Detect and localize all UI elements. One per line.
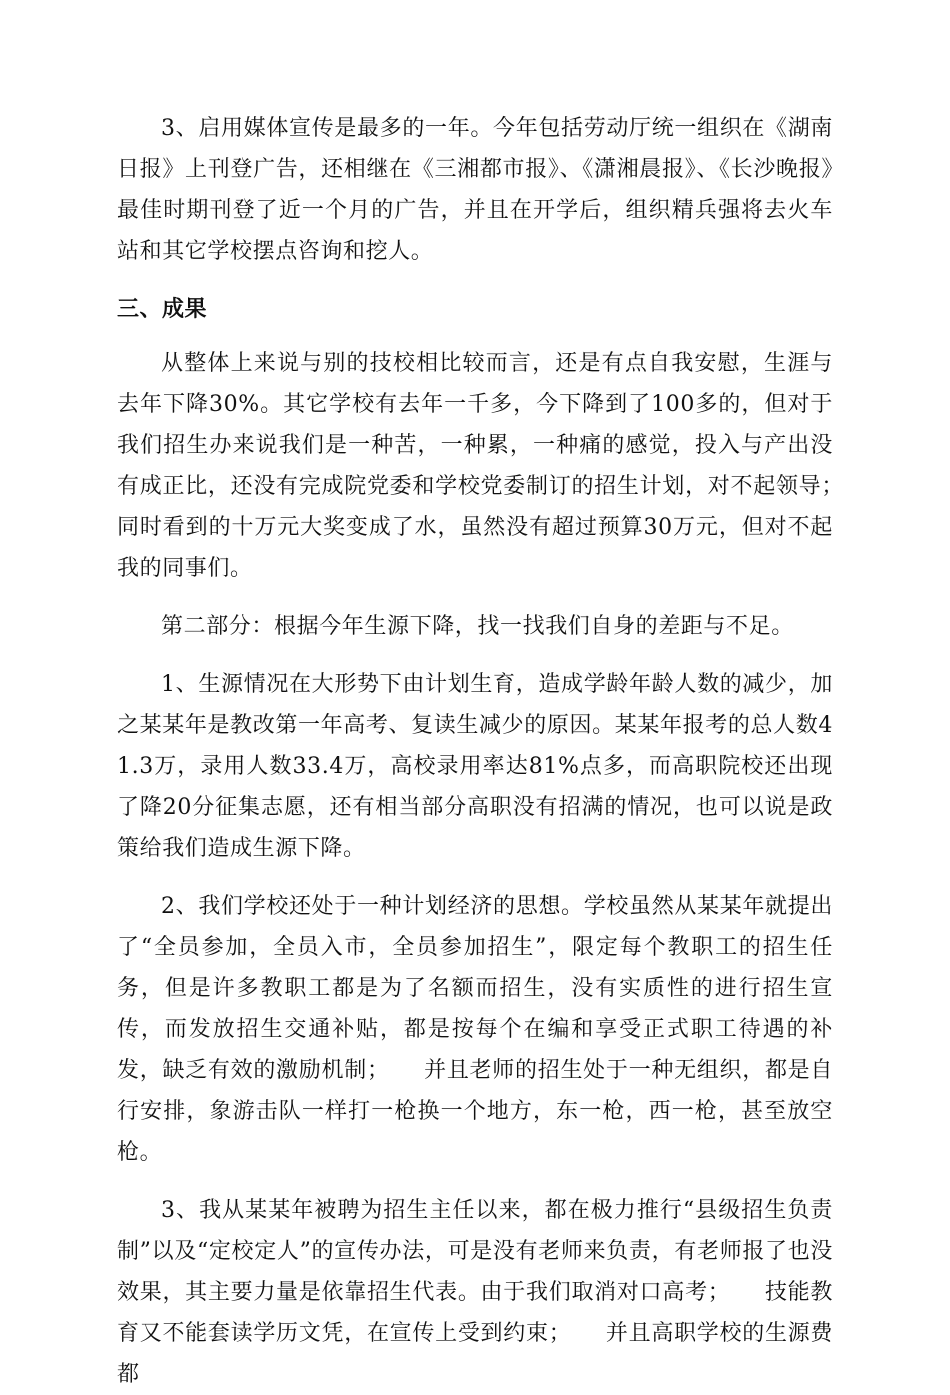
paragraph-results: 从整体上来说与别的技校相比较而言，还是有点自我安慰，生涯与去年下降30%。其它学校有去年一千多，今下降到了100多的，但对于我们招生办来说我们是一种苦，一种累，一种痛的感觉，投入与产出没有成正比，还没有完成院党委和学校党委制订的招生计划，对不起领导； 同时看到的十万元大奖变成了水，虽然没有超过预算30万元，但对不起我的同事们。 <box>117 351 879 581</box>
paragraph-point-2: 2、我们学校还处于一种计划经济的思想。学校虽然从某某年就提出了“全员参加，全员入市，全员参加招生”，限定每个教职工的招生任务，但是许多教职工都是为了名额而招生，没有实质性的进行招生宣传，而发放招生交通补贴，都是按每个在编和享受正式职工待遇的补发，缺乏有效的激励机制； 并且老师的招生处于一种无组织，都是自行安排，象游击队一样打一枪换一个地方，东一枪，西一枪，甚至放空枪。 <box>117 894 833 1165</box>
paragraph-part-two-intro: 第二部分：根据今年生源下降，找一找我们自身的差距与不足。 <box>161 614 794 639</box>
document-body <box>117 108 879 1395</box>
paragraph-point-1: 1、生源情况在大形势下由计划生育，造成学龄年龄人数的减少，加之某某年是教改第一年高考、复读生减少的原因。某某年报考的总人数41.3万，录用人数33.4万，高校录用率达81%点多，而高职院校还出现了降20分征集志愿，还有相当部分高职没有招满的情况，也可以说是政策给我们造成生源下降。 <box>117 672 833 861</box>
paragraph-media-promotion: 3、启用媒体宣传是最多的一年。今年包括劳动厅统一组织在《湖南日报》上刊登广告，还相继在《三湘都市报》、《潇湘晨报》、《长沙晚报》最佳时期刊登了近一个月的广告，并且在开学后，组织精兵强将去火车站和其它学校摆点咨询和挖人。 <box>117 116 833 264</box>
section-heading-results: 三、成果 <box>117 297 208 322</box>
paragraph-point-3: 3、我从某某年被聘为招生主任以来，都在极力推行“县级招生负责制”以及“定校定人”的宣传办法，可是没有老师来负责，有老师报了也没效果，其主要力量是依靠招生代表。由于我们取消对口高考； 技能教育又不能套读学历文凭，在宣传上受到约束； 并且高职学校的生源费都 <box>117 1198 833 1387</box>
